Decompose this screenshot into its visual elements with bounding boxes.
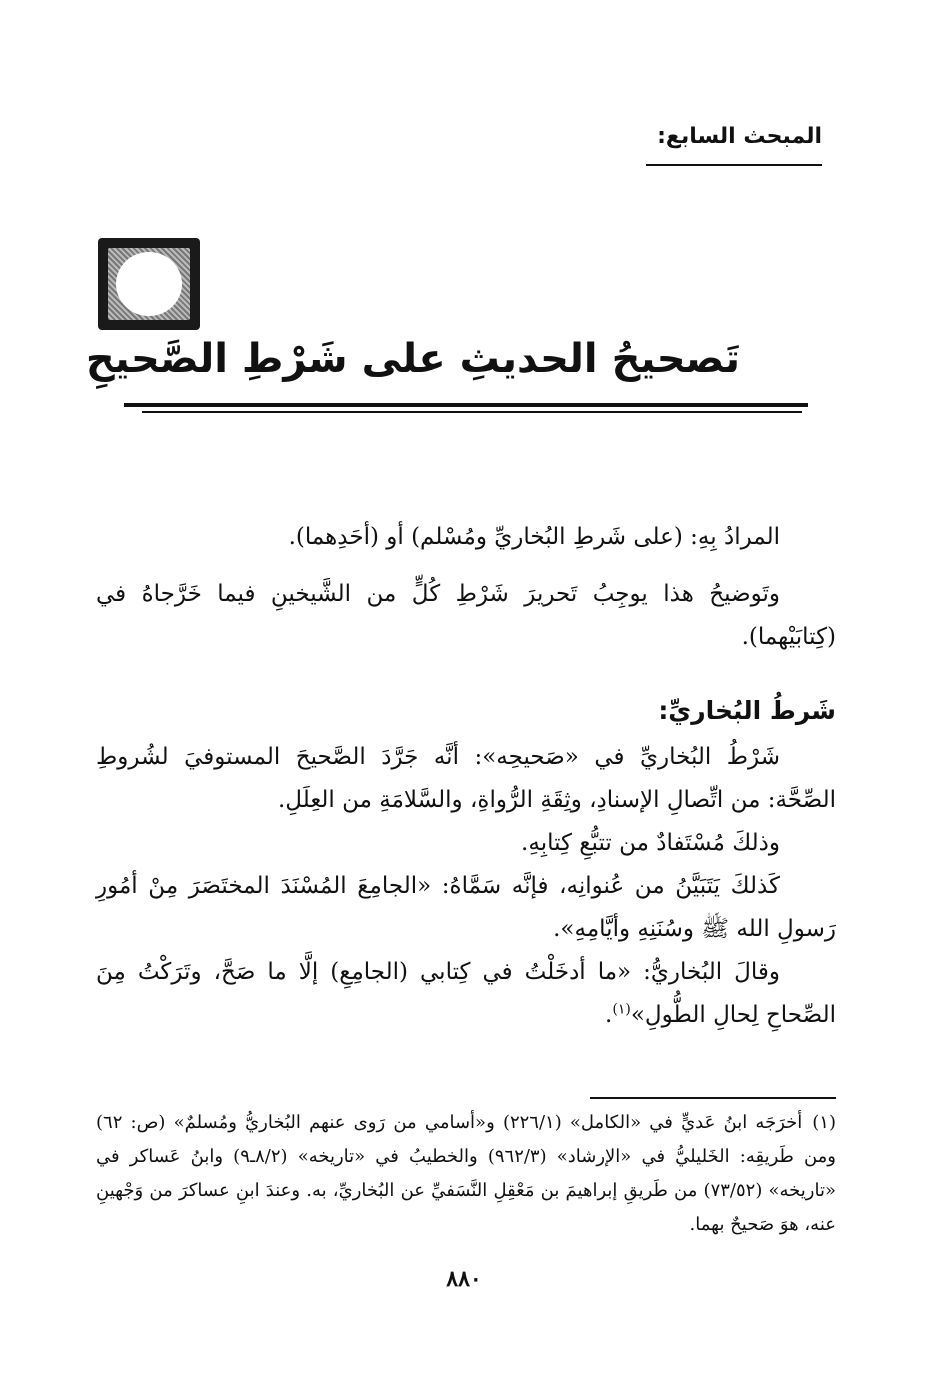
paragraph-clarification: وتَوضيحُ هذا يوجِبُ تَحريرَ شَرْطِ كُلٍّ من الشَّيخينِ فيما خَرَّجاهُ في (كِتابَيْهما). [96,581,836,650]
title-rule-thin [142,411,802,413]
paragraph-bukhari-quote [96,951,836,1037]
footnote-reference[interactable]: (١) [612,1001,631,1018]
page-number: ٨٨٠ [446,1266,482,1292]
footnote-number: (١) [812,1112,836,1133]
paragraph-book-study: وذلكَ مُسْتَفادٌ من تتبُّعِ كِتابِهِ. [521,830,780,856]
footnote [96,1106,836,1242]
subheading-bukhari-condition: شَرطُ البُخاريِّ: [658,696,836,725]
section-label-underline [646,164,822,166]
main-text [96,516,836,1037]
paragraph-bukhari-condition: شَرْطُ البُخاريِّ في «صَحيحِه»: أنَّه جَرَّدَ الصَّحيحَ المستوفيَ لشُروطِ الصِّحَّة: من اتِّصالِ الإسنادِ، وثِقَةِ الرُّواةِ، والسَّلامَةِ من العِلَلِ. [96,744,836,813]
paragraph-book-title: كَذلكَ يَتَبَيَّنُ من عُنوانِه، فإنَّه سَمَّاهُ: «الجامِعَ المُسْنَدَ المختَصَرَ مِنْ أمُورِ رَسولِ الله ﷺ وسُنَنِهِ وأيَّامِهِ». [96,873,836,942]
section-label: المبحث السابع: [657,124,822,149]
chapter-title: تَصحيحُ الحديثِ على شَرْطِ الصَّحيحِ [85,336,740,382]
footnote-separator [590,1097,836,1099]
quote-text: وقالَ البُخاريُّ: «ما أدخَلْتُ في كِتابي (الجامِعِ) إلَّا ما صَحَّ، وتَرَكْتُ مِنَ الصِّحاحِ لِحالِ الطُّولِ» [96,959,836,1028]
chapter-ornament-icon [98,238,200,330]
paragraph-definition: المرادُ بِهِ: (على شَرطِ البُخاريِّ ومُسْلم) أو (أحَدِهما). [288,524,780,550]
footnote-text: أخرَجَه ابنُ عَديٍّ في «الكامل» (٢٢٦/١) و«أسامي من رَوى عنهم البُخاريُّ ومُسلمٌ» (ص: ٦٢) ومن طَريقِه: الخَليليُّ في «الإرشاد» (٩٦٢/٣) والخطيبُ في «تاريخه» (٨/٢ـ٩) وابنُ عَساكر في «تاريخه» (٧٣/٥٢) من طَريقِ إبراهيمَ بن مَعْقِلِ النَّسَفيِّ عن البُخاريِّ، به. وعندَ ابنِ عساكرَ من وَجْهينِ عنه، هوَ صَحيحٌ بهما. [96,1112,837,1235]
quote-end: . [605,1002,613,1028]
title-rule-thick [124,403,808,407]
